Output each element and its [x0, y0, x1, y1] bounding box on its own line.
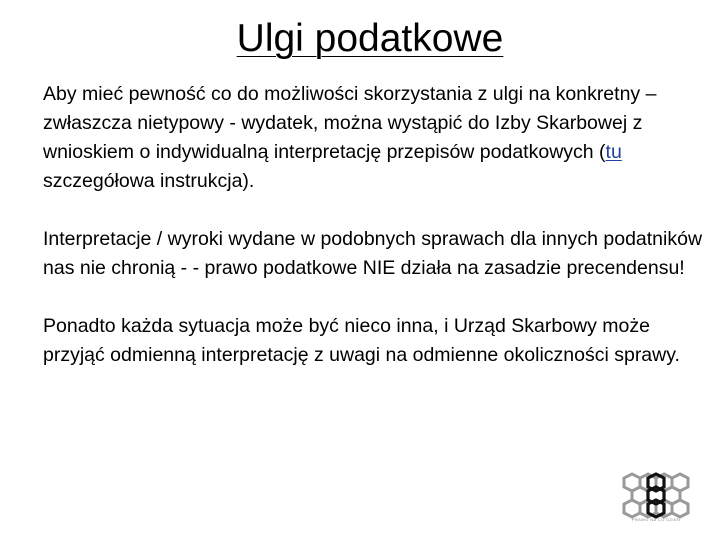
paragraph-no-precedent: Interpretacje / wyroki wydane w podobnych sprawach dla innych podatników nas nie chronią - - prawo podatkowe NIE działa na zasadzie precendensu! [43, 228, 703, 279]
instructions-link[interactable]: tu [605, 141, 622, 163]
paragraph1-text-after-link: szczegółowa instrukcja). [43, 170, 255, 192]
logo-caption: PRAWO NA CO DZIEŃ [631, 517, 681, 522]
paragraph1-text-before-link: Aby mieć pewność co do możliwości skorzystania z ulgi na konkretny – zwłaszcza nietypowy - wydatek, można wystąpić do Izby Skarbowej z wnioskiem o indywidualną interpretację przepisów podatkowych ( [43, 83, 657, 163]
paragraph-interpretation-request [43, 80, 708, 196]
slide-content [43, 80, 708, 370]
slide-title: Ulgi podatkowe [236, 17, 504, 60]
paragraph-different-circumstances: Ponadto każda sytuacja może być nieco inna, i Urząd Skarbowy może przyjąć odmienną interpretację z uwagi na odmienne okoliczności sprawy. [43, 315, 680, 366]
